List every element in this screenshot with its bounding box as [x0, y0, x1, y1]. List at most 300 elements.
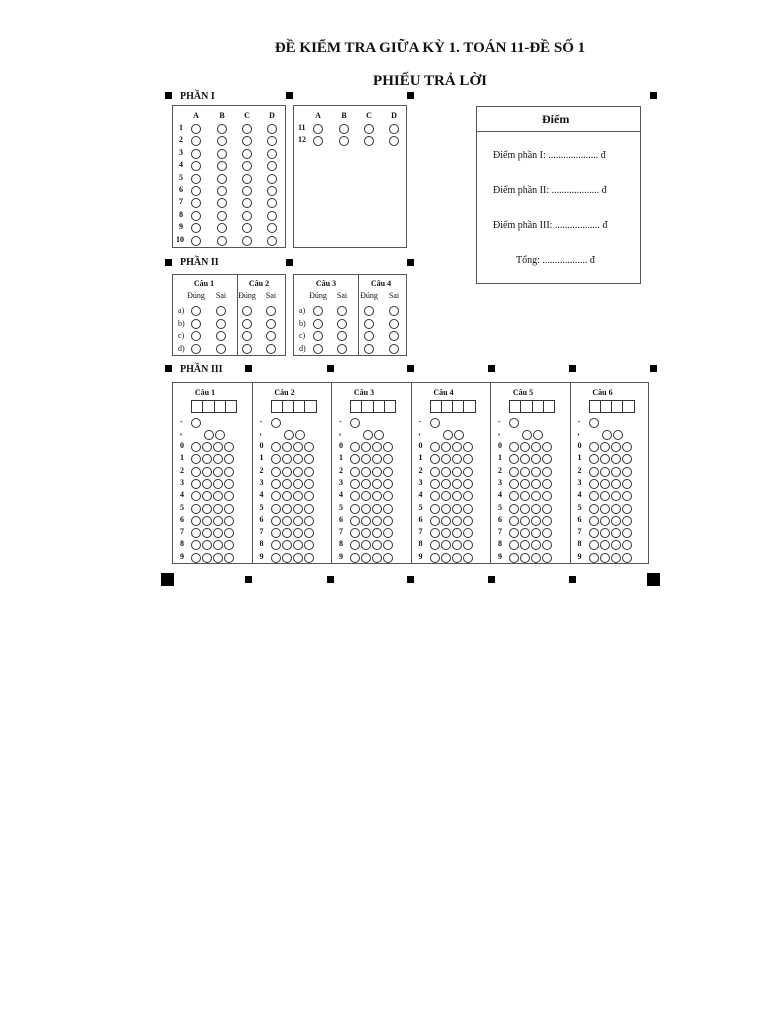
- digit-bubble[interactable]: [383, 553, 393, 563]
- digit-bubble[interactable]: [589, 504, 599, 514]
- digit-bubble[interactable]: [293, 516, 303, 526]
- digit-bubble[interactable]: [452, 528, 462, 538]
- digit-bubble[interactable]: [520, 504, 530, 514]
- digit-bubble[interactable]: [430, 491, 440, 501]
- digit-bubble[interactable]: [293, 540, 303, 550]
- comma-bubble[interactable]: [363, 430, 373, 440]
- digit-label: 5: [180, 502, 184, 512]
- digit-bubble[interactable]: [531, 442, 541, 452]
- digit-bubble[interactable]: [520, 442, 530, 452]
- digit-bubble[interactable]: [282, 528, 292, 538]
- digit-bubble[interactable]: [361, 516, 371, 526]
- answer-bubble[interactable]: [191, 149, 201, 159]
- answer-bubble[interactable]: [339, 124, 349, 134]
- digit-bubble[interactable]: [202, 467, 212, 477]
- digit-label: 8: [259, 539, 264, 549]
- digit-bubble[interactable]: [452, 540, 462, 550]
- digit-bubble[interactable]: [600, 454, 610, 464]
- question-header: Câu 3: [315, 279, 337, 288]
- answer-bubble[interactable]: [267, 149, 277, 159]
- digit-bubble[interactable]: [191, 516, 201, 526]
- digit-bubble[interactable]: [622, 553, 632, 563]
- true-bubble[interactable]: [364, 319, 374, 329]
- alignment-mark: [245, 365, 252, 372]
- digit-bubble[interactable]: [304, 516, 314, 526]
- digit-bubble[interactable]: [282, 454, 292, 464]
- true-bubble[interactable]: [313, 319, 323, 329]
- digit-label: 5: [577, 502, 582, 512]
- digit-bubble[interactable]: [463, 467, 473, 477]
- digit-bubble[interactable]: [452, 516, 462, 526]
- digit-bubble[interactable]: [304, 479, 314, 489]
- false-bubble[interactable]: [266, 306, 276, 316]
- digit-bubble[interactable]: [542, 504, 552, 514]
- false-label: Sai: [215, 291, 227, 300]
- digit-bubble[interactable]: [430, 528, 440, 538]
- answer-input-box[interactable]: [350, 400, 396, 413]
- answer-bubble[interactable]: [364, 124, 374, 134]
- comma-bubble[interactable]: [613, 430, 623, 440]
- answer-bubble[interactable]: [242, 211, 252, 221]
- digit-bubble[interactable]: [600, 467, 610, 477]
- digit-bubble[interactable]: [271, 528, 281, 538]
- false-bubble[interactable]: [216, 306, 226, 316]
- digit-bubble[interactable]: [600, 504, 610, 514]
- answer-bubble[interactable]: [191, 236, 201, 246]
- sign-label: -: [339, 417, 342, 426]
- digit-bubble[interactable]: [293, 491, 303, 501]
- digit-bubble[interactable]: [589, 516, 599, 526]
- digit-bubble[interactable]: [293, 467, 303, 477]
- digit-bubble[interactable]: [452, 442, 462, 452]
- digit-bubble[interactable]: [304, 553, 314, 563]
- digit-label: 5: [498, 502, 502, 512]
- digit-bubble[interactable]: [271, 553, 281, 563]
- digit-bubble[interactable]: [441, 454, 451, 464]
- digit-bubble[interactable]: [600, 553, 610, 563]
- digit-bubble[interactable]: [304, 454, 314, 464]
- digit-bubble[interactable]: [191, 479, 201, 489]
- answer-input-box[interactable]: [271, 400, 317, 413]
- false-bubble[interactable]: [337, 331, 347, 341]
- digit-bubble[interactable]: [202, 553, 212, 563]
- digit-bubble[interactable]: [202, 516, 212, 526]
- digit-bubble[interactable]: [611, 540, 621, 550]
- digit-bubble[interactable]: [304, 467, 314, 477]
- answer-bubble[interactable]: [191, 186, 201, 196]
- digit-bubble[interactable]: [452, 504, 462, 514]
- alignment-mark: [488, 576, 495, 583]
- digit-bubble[interactable]: [441, 491, 451, 501]
- sign-bubble[interactable]: [191, 418, 201, 428]
- digit-bubble[interactable]: [531, 479, 541, 489]
- digit-bubble[interactable]: [589, 467, 599, 477]
- digit-bubble[interactable]: [509, 467, 519, 477]
- digit-bubble[interactable]: [531, 516, 541, 526]
- answer-bubble[interactable]: [217, 186, 227, 196]
- digit-bubble[interactable]: [224, 553, 234, 563]
- true-bubble[interactable]: [364, 306, 374, 316]
- digit-bubble[interactable]: [213, 504, 223, 514]
- false-bubble[interactable]: [216, 344, 226, 354]
- digit-bubble[interactable]: [361, 504, 371, 514]
- false-bubble[interactable]: [266, 319, 276, 329]
- digit-bubble[interactable]: [271, 479, 281, 489]
- digit-bubble[interactable]: [372, 479, 382, 489]
- comma-bubble[interactable]: [284, 430, 294, 440]
- digit-bubble[interactable]: [531, 467, 541, 477]
- true-bubble[interactable]: [313, 306, 323, 316]
- digit-bubble[interactable]: [213, 479, 223, 489]
- false-label: Sai: [336, 291, 348, 300]
- digit-bubble[interactable]: [600, 479, 610, 489]
- digit-bubble[interactable]: [589, 454, 599, 464]
- digit-bubble[interactable]: [271, 504, 281, 514]
- digit-bubble[interactable]: [282, 504, 292, 514]
- digit-bubble[interactable]: [213, 467, 223, 477]
- digit-bubble[interactable]: [350, 504, 360, 514]
- digit-bubble[interactable]: [224, 467, 234, 477]
- digit-bubble[interactable]: [463, 454, 473, 464]
- true-bubble[interactable]: [191, 344, 201, 354]
- digit-bubble[interactable]: [463, 540, 473, 550]
- true-bubble[interactable]: [242, 319, 252, 329]
- digit-bubble[interactable]: [350, 553, 360, 563]
- answer-bubble[interactable]: [242, 124, 252, 134]
- digit-bubble[interactable]: [282, 516, 292, 526]
- answer-bubble[interactable]: [242, 149, 252, 159]
- false-bubble[interactable]: [266, 344, 276, 354]
- answer-bubble[interactable]: [217, 236, 227, 246]
- digit-bubble[interactable]: [304, 442, 314, 452]
- digit-label: 6: [577, 514, 582, 524]
- digit-bubble[interactable]: [372, 504, 382, 514]
- answer-bubble[interactable]: [217, 211, 227, 221]
- answer-bubble[interactable]: [191, 211, 201, 221]
- digit-bubble[interactable]: [463, 442, 473, 452]
- digit-bubble[interactable]: [224, 504, 234, 514]
- answer-bubble[interactable]: [267, 211, 277, 221]
- digit-bubble[interactable]: [430, 540, 440, 550]
- digit-bubble[interactable]: [202, 442, 212, 452]
- question-number: 10: [176, 234, 184, 244]
- digit-bubble[interactable]: [509, 553, 519, 563]
- answer-bubble[interactable]: [191, 124, 201, 134]
- answer-bubble[interactable]: [242, 186, 252, 196]
- digit-bubble[interactable]: [611, 528, 621, 538]
- digit-bubble[interactable]: [271, 454, 281, 464]
- digit-bubble[interactable]: [622, 528, 632, 538]
- digit-bubble[interactable]: [452, 553, 462, 563]
- answer-bubble[interactable]: [217, 149, 227, 159]
- digit-bubble[interactable]: [611, 479, 621, 489]
- digit-bubble[interactable]: [430, 516, 440, 526]
- digit-bubble[interactable]: [372, 442, 382, 452]
- digit-label: 4: [339, 490, 343, 500]
- true-bubble[interactable]: [191, 319, 201, 329]
- digit-bubble[interactable]: [509, 504, 519, 514]
- digit-bubble[interactable]: [520, 467, 530, 477]
- digit-bubble[interactable]: [430, 454, 440, 464]
- digit-bubble[interactable]: [441, 467, 451, 477]
- comma-bubble[interactable]: [454, 430, 464, 440]
- digit-bubble[interactable]: [542, 442, 552, 452]
- digit-bubble[interactable]: [452, 491, 462, 501]
- comma-bubble[interactable]: [215, 430, 225, 440]
- score-part2: Điểm phần II: ................... đ: [493, 185, 607, 196]
- digit-bubble[interactable]: [463, 553, 473, 563]
- digit-bubble[interactable]: [293, 454, 303, 464]
- digit-bubble[interactable]: [293, 528, 303, 538]
- digit-bubble[interactable]: [589, 491, 599, 501]
- digit-bubble[interactable]: [622, 479, 632, 489]
- digit-bubble[interactable]: [463, 528, 473, 538]
- sign-bubble[interactable]: [430, 418, 440, 428]
- digit-bubble[interactable]: [611, 516, 621, 526]
- comma-bubble[interactable]: [374, 430, 384, 440]
- digit-bubble[interactable]: [383, 516, 393, 526]
- digit-bubble[interactable]: [282, 467, 292, 477]
- false-bubble[interactable]: [389, 319, 399, 329]
- comma-bubble[interactable]: [204, 430, 214, 440]
- true-bubble[interactable]: [364, 331, 374, 341]
- true-bubble[interactable]: [313, 344, 323, 354]
- digit-bubble[interactable]: [304, 540, 314, 550]
- false-bubble[interactable]: [216, 319, 226, 329]
- digit-bubble[interactable]: [304, 528, 314, 538]
- alignment-mark: [488, 365, 495, 372]
- digit-bubble[interactable]: [304, 491, 314, 501]
- digit-bubble[interactable]: [213, 442, 223, 452]
- digit-bubble[interactable]: [600, 491, 610, 501]
- comma-bubble[interactable]: [295, 430, 305, 440]
- digit-bubble[interactable]: [224, 479, 234, 489]
- digit-bubble[interactable]: [611, 442, 621, 452]
- digit-bubble[interactable]: [542, 553, 552, 563]
- true-bubble[interactable]: [242, 331, 252, 341]
- digit-bubble[interactable]: [441, 553, 451, 563]
- digit-bubble[interactable]: [224, 516, 234, 526]
- digit-bubble[interactable]: [430, 442, 440, 452]
- answer-bubble[interactable]: [389, 124, 399, 134]
- digit-bubble[interactable]: [589, 540, 599, 550]
- digit-bubble[interactable]: [441, 442, 451, 452]
- digit-bubble[interactable]: [350, 442, 360, 452]
- true-bubble[interactable]: [242, 306, 252, 316]
- digit-bubble[interactable]: [304, 504, 314, 514]
- sign-bubble[interactable]: [589, 418, 599, 428]
- digit-bubble[interactable]: [600, 442, 610, 452]
- sign-label: -: [180, 417, 183, 426]
- digit-bubble[interactable]: [520, 553, 530, 563]
- digit-bubble[interactable]: [622, 516, 632, 526]
- digit-bubble[interactable]: [622, 442, 632, 452]
- digit-bubble[interactable]: [463, 504, 473, 514]
- digit-bubble[interactable]: [271, 467, 281, 477]
- digit-bubble[interactable]: [361, 442, 371, 452]
- answer-input-box[interactable]: [430, 400, 476, 413]
- digit-bubble[interactable]: [509, 516, 519, 526]
- digit-bubble[interactable]: [271, 442, 281, 452]
- digit-bubble[interactable]: [191, 442, 201, 452]
- digit-bubble[interactable]: [441, 516, 451, 526]
- digit-bubble[interactable]: [622, 454, 632, 464]
- answer-input-box[interactable]: [509, 400, 555, 413]
- answer-bubble[interactable]: [242, 174, 252, 184]
- digit-label: 7: [339, 527, 343, 537]
- digit-bubble[interactable]: [282, 540, 292, 550]
- digit-bubble[interactable]: [441, 540, 451, 550]
- false-bubble[interactable]: [389, 306, 399, 316]
- false-bubble[interactable]: [337, 319, 347, 329]
- digit-bubble[interactable]: [452, 454, 462, 464]
- digit-bubble[interactable]: [430, 467, 440, 477]
- digit-bubble[interactable]: [452, 479, 462, 489]
- digit-bubble[interactable]: [271, 491, 281, 501]
- digit-bubble[interactable]: [383, 479, 393, 489]
- digit-bubble[interactable]: [350, 467, 360, 477]
- digit-bubble[interactable]: [293, 442, 303, 452]
- digit-bubble[interactable]: [383, 467, 393, 477]
- digit-bubble[interactable]: [441, 479, 451, 489]
- digit-bubble[interactable]: [350, 516, 360, 526]
- digit-bubble[interactable]: [191, 467, 201, 477]
- digit-bubble[interactable]: [224, 442, 234, 452]
- false-bubble[interactable]: [216, 331, 226, 341]
- true-bubble[interactable]: [191, 306, 201, 316]
- digit-bubble[interactable]: [509, 479, 519, 489]
- digit-bubble[interactable]: [271, 540, 281, 550]
- answer-bubble[interactable]: [217, 124, 227, 134]
- digit-bubble[interactable]: [271, 516, 281, 526]
- digit-bubble[interactable]: [282, 442, 292, 452]
- false-bubble[interactable]: [337, 306, 347, 316]
- digit-bubble[interactable]: [622, 467, 632, 477]
- answer-input-box[interactable]: [589, 400, 635, 413]
- digit-bubble[interactable]: [622, 504, 632, 514]
- question-header: Câu 1: [193, 279, 215, 288]
- digit-bubble[interactable]: [202, 479, 212, 489]
- digit-bubble[interactable]: [282, 553, 292, 563]
- digit-bubble[interactable]: [611, 504, 621, 514]
- alignment-mark: [407, 259, 414, 266]
- part1-label: PHẦN I: [180, 91, 215, 102]
- digit-bubble[interactable]: [600, 528, 610, 538]
- answer-bubble[interactable]: [313, 124, 323, 134]
- digit-bubble[interactable]: [611, 553, 621, 563]
- digit-label: 7: [418, 527, 423, 537]
- digit-bubble[interactable]: [611, 454, 621, 464]
- digit-bubble[interactable]: [213, 516, 223, 526]
- digit-bubble[interactable]: [430, 479, 440, 489]
- digit-bubble[interactable]: [520, 516, 530, 526]
- sign-bubble[interactable]: [509, 418, 519, 428]
- digit-bubble[interactable]: [531, 553, 541, 563]
- false-bubble[interactable]: [337, 344, 347, 354]
- digit-bubble[interactable]: [213, 553, 223, 563]
- digit-bubble[interactable]: [622, 491, 632, 501]
- comma-bubble[interactable]: [533, 430, 543, 440]
- digit-bubble[interactable]: [589, 479, 599, 489]
- option-header: C: [244, 111, 250, 120]
- digit-bubble[interactable]: [293, 504, 303, 514]
- digit-bubble[interactable]: [622, 540, 632, 550]
- digit-bubble[interactable]: [383, 504, 393, 514]
- digit-bubble[interactable]: [441, 504, 451, 514]
- digit-bubble[interactable]: [293, 553, 303, 563]
- comma-bubble[interactable]: [443, 430, 453, 440]
- answer-input-box[interactable]: [191, 400, 237, 413]
- digit-bubble[interactable]: [542, 467, 552, 477]
- digit-bubble[interactable]: [452, 467, 462, 477]
- answer-bubble[interactable]: [242, 236, 252, 246]
- digit-bubble[interactable]: [542, 516, 552, 526]
- digit-bubble[interactable]: [463, 479, 473, 489]
- true-bubble[interactable]: [313, 331, 323, 341]
- false-bubble[interactable]: [266, 331, 276, 341]
- digit-bubble[interactable]: [589, 442, 599, 452]
- digit-bubble[interactable]: [589, 528, 599, 538]
- digit-bubble[interactable]: [509, 442, 519, 452]
- digit-bubble[interactable]: [202, 504, 212, 514]
- digit-bubble[interactable]: [361, 553, 371, 563]
- answer-bubble[interactable]: [217, 174, 227, 184]
- digit-bubble[interactable]: [430, 504, 440, 514]
- digit-bubble[interactable]: [463, 491, 473, 501]
- digit-bubble[interactable]: [383, 442, 393, 452]
- answer-bubble[interactable]: [267, 236, 277, 246]
- comma-bubble[interactable]: [522, 430, 532, 440]
- digit-bubble[interactable]: [191, 553, 201, 563]
- digit-bubble[interactable]: [350, 479, 360, 489]
- answer-bubble[interactable]: [267, 124, 277, 134]
- digit-bubble[interactable]: [611, 467, 621, 477]
- digit-bubble[interactable]: [430, 553, 440, 563]
- digit-bubble[interactable]: [600, 540, 610, 550]
- answer-bubble[interactable]: [191, 174, 201, 184]
- digit-bubble[interactable]: [282, 479, 292, 489]
- true-bubble[interactable]: [242, 344, 252, 354]
- digit-bubble[interactable]: [611, 491, 621, 501]
- true-bubble[interactable]: [191, 331, 201, 341]
- sign-bubble[interactable]: [350, 418, 360, 428]
- digit-bubble[interactable]: [361, 479, 371, 489]
- digit-bubble[interactable]: [293, 479, 303, 489]
- digit-bubble[interactable]: [191, 504, 201, 514]
- digit-bubble[interactable]: [372, 516, 382, 526]
- digit-label: 1: [418, 453, 423, 463]
- digit-label: 7: [180, 527, 184, 537]
- true-bubble[interactable]: [364, 344, 374, 354]
- digit-bubble[interactable]: [531, 504, 541, 514]
- digit-bubble[interactable]: [463, 516, 473, 526]
- digit-bubble[interactable]: [600, 516, 610, 526]
- false-bubble[interactable]: [389, 344, 399, 354]
- digit-bubble[interactable]: [542, 479, 552, 489]
- answer-bubble[interactable]: [267, 186, 277, 196]
- digit-bubble[interactable]: [361, 467, 371, 477]
- digit-bubble[interactable]: [441, 528, 451, 538]
- false-bubble[interactable]: [389, 331, 399, 341]
- comma-bubble[interactable]: [602, 430, 612, 440]
- digit-bubble[interactable]: [282, 491, 292, 501]
- sign-bubble[interactable]: [271, 418, 281, 428]
- digit-bubble[interactable]: [520, 479, 530, 489]
- digit-bubble[interactable]: [589, 553, 599, 563]
- answer-bubble[interactable]: [267, 174, 277, 184]
- digit-bubble[interactable]: [372, 553, 382, 563]
- digit-bubble[interactable]: [372, 467, 382, 477]
